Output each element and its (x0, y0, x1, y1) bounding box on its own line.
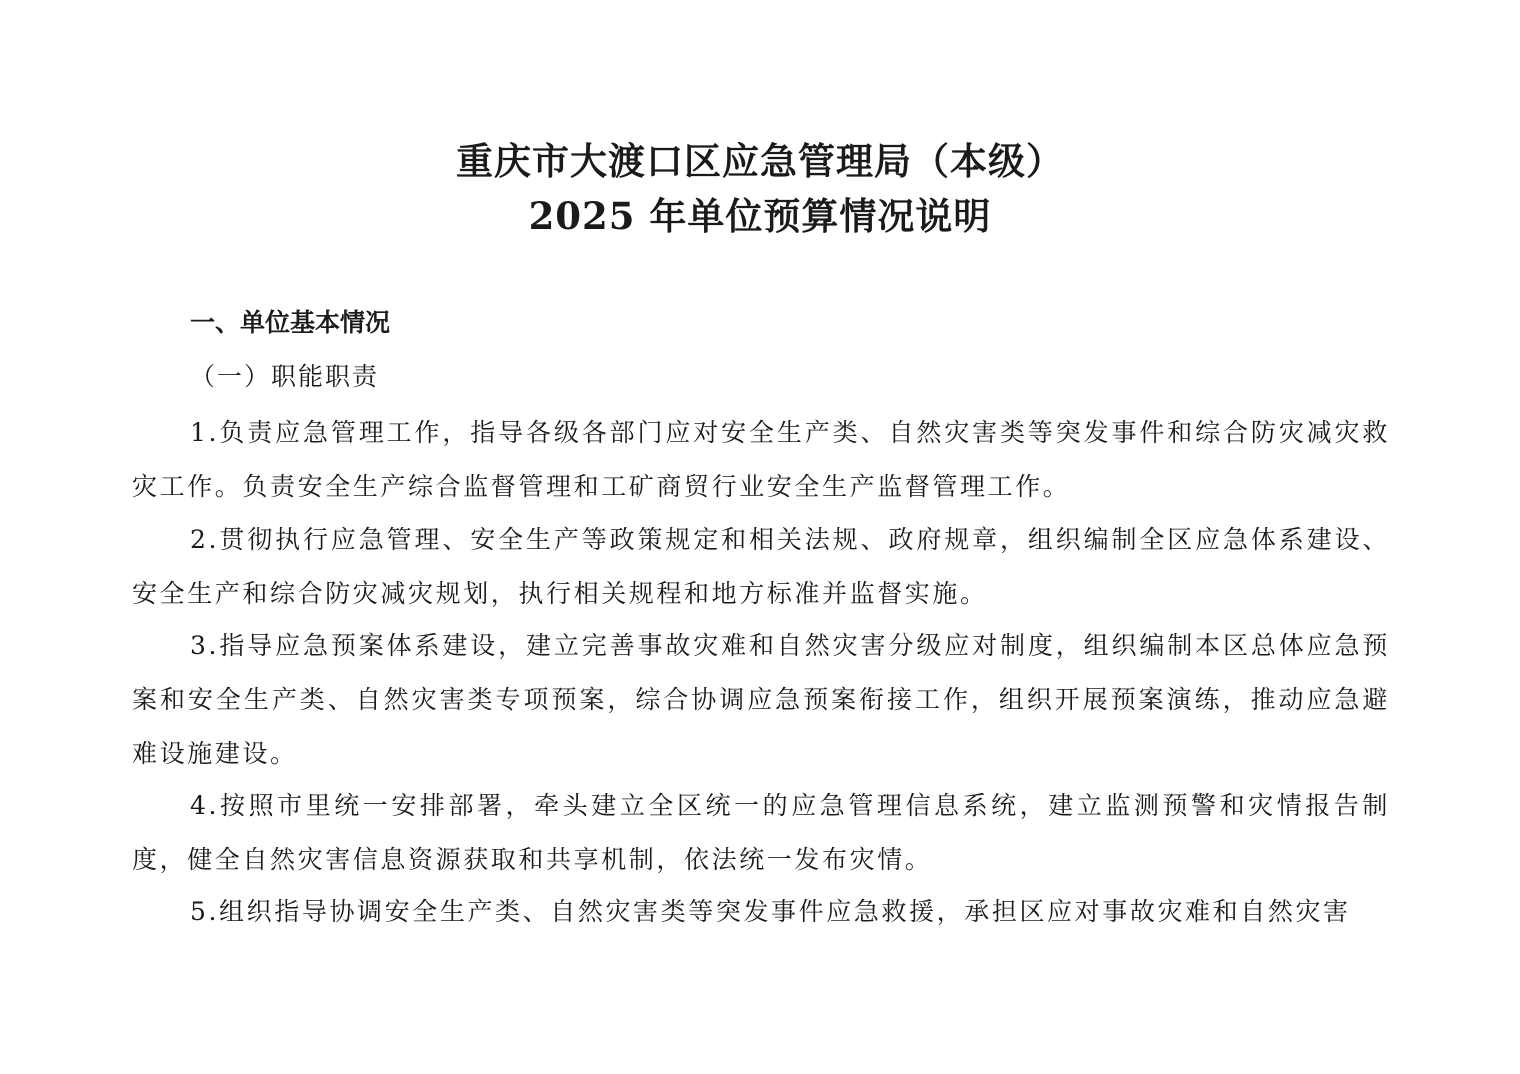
subsection-heading-duties: （一）职能职责 (190, 362, 380, 391)
paragraph-duty-5: 5.组织指导协调安全生产类、自然灾害类等突发事件应急救援，承担区应对事故灾难和自然灾害 (190, 897, 1351, 926)
paragraph-duty-2: 2.贯彻执行应急管理、安全生产等政策规定和相关法规、政府规章，组织编制全区应急体系建设、安全生产和综合防灾减灾规划，执行相关规程和地方标准并监督实施。 (132, 525, 1390, 608)
document-title-line2: 2025 年单位预算情况说明 (528, 194, 992, 238)
paragraph-duty-4: 4.按照市里统一安排部署，牵头建立全区统一的应急管理信息系统，建立监测预警和灾情报告制度，健全自然灾害信息资源获取和共享机制，依法统一发布灾情。 (132, 791, 1390, 874)
paragraph-duty-3: 3.指导应急预案体系建设，建立完善事故灾难和自然灾害分级应对制度，组织编制本区总体应急预案和安全生产类、自然灾害类专项预案，综合协调应急预案衔接工作，组织开展预案演练，推动应急避难设施建设。 (132, 631, 1390, 768)
section-heading-basic-info: 一、单位基本情况 (190, 308, 391, 337)
paragraph-duty-1: 1.负责应急管理工作，指导各级各部门应对安全生产类、自然灾害类等突发事件和综合防灾减灾救灾工作。负责安全生产综合监督管理和工矿商贸行业安全生产监督管理工作。 (132, 418, 1390, 501)
document-title-line1: 重庆市大渡口区应急管理局（本级） (456, 139, 1064, 183)
